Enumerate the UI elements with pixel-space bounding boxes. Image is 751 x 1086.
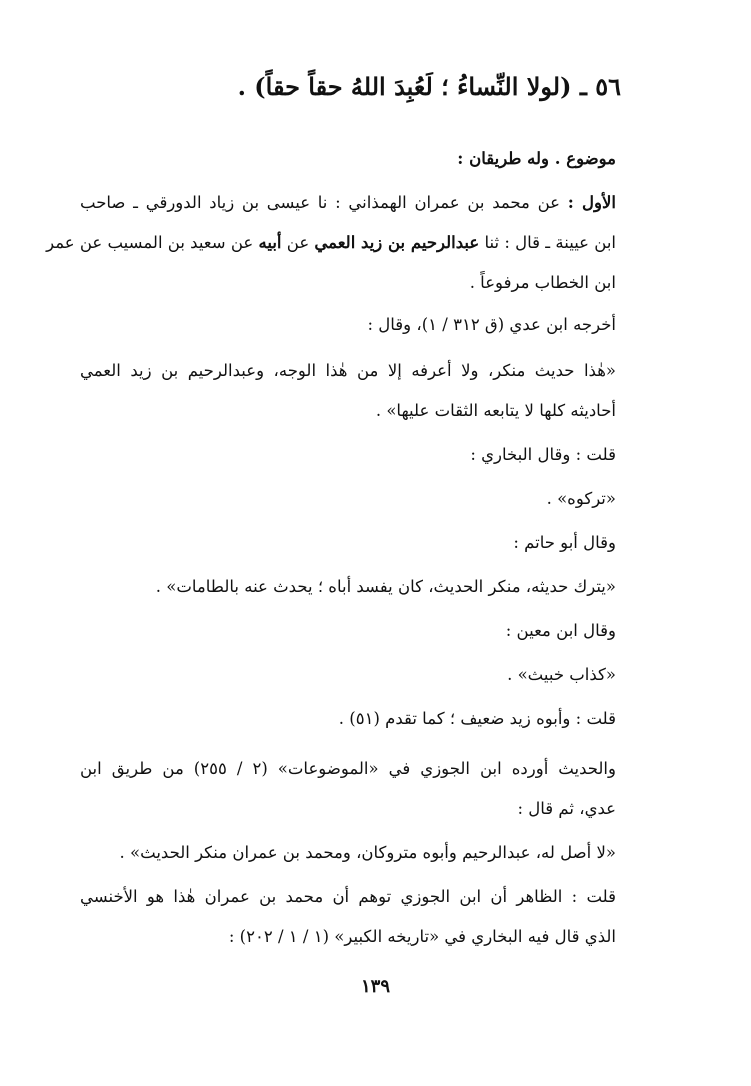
conclusion-line-2: الذي قال فيه البخاري في «تاريخه الكبير» (١ / ١ / ٢٠٢) : (228, 927, 616, 946)
ibn-main-quote-line: «كذاب خبيث» . (507, 665, 616, 684)
first-route-label: الأول : (567, 193, 616, 212)
ibn-main-intro-line: وقال ابن معين : (505, 621, 616, 640)
ibn-jawzi-quote-line: «لا أصل له، عبدالرحيم وأبوه متروكان، ومحمد بن عمران منكر الحديث» . (119, 843, 616, 862)
first-route-line-1 (80, 192, 616, 214)
ibn-adi-quote-line-2: أحاديثه كلها لا يتابعه الثقات عليها» . (375, 401, 616, 420)
father-note-line: قلت : وأبوه زيد ضعيف ؛ كما تقدم (٥١) . (338, 709, 616, 728)
ruling-line (80, 148, 616, 170)
page-number: ١٣٩ (360, 976, 390, 997)
abu-hatim-intro-line: وقال أبو حاتم : (513, 533, 616, 552)
ibn-jawzi-line-2: عدي، ثم قال : (517, 799, 616, 818)
abu-hatim-quote-line: «يترك حديثه، منكر الحديث، كان يفسد أباه ؛ يحدث عنه بالطامات» . (155, 577, 616, 596)
narrator-father: أبيه (258, 233, 282, 252)
chain-text-c: عن (281, 233, 315, 252)
bukhari-quote-line: «تركوه» . (546, 489, 616, 508)
first-route-text: عن محمد بن عمران الهمذاني : نا عيسى بن زياد الدورقي ـ صاحب (80, 193, 568, 212)
narrator-name: عبدالرحيم بن زيد العمي (314, 233, 480, 252)
chain-text-a: ابن عيينة ـ قال : ثنا (479, 233, 616, 252)
ibn-adi-quote-line-1: «هٰذا حديث منكر، ولا أعرفه إلا من هٰذا الوجه، وعبدالرحيم بن زيد العمي (80, 361, 616, 380)
first-route-line-3: ابن الخطاب مرفوعاً . (469, 273, 616, 292)
first-route-line-2 (46, 232, 616, 254)
ibn-jawzi-line-1: والحديث أورده ابن الجوزي في «الموضوعات» (٢ / ٢٥٥) من طريق ابن (80, 759, 616, 778)
ruling-text: موضوع . وله طريقان : (457, 149, 616, 168)
bukhari-intro-line: قلت : وقال البخاري : (470, 445, 616, 464)
conclusion-line-1: قلت : الظاهر أن ابن الجوزي توهم أن محمد بن عمران هٰذا هو الأخنسي (80, 887, 616, 906)
chain-text-e: عن سعيد بن المسيب عن عمر (46, 233, 259, 252)
ibn-adi-source-line: أخرجه ابن عدي (ق ٣١٢ / ١)، وقال : (367, 315, 616, 334)
hadith-title: ٥٦ ـ (لولا النِّساءُ ؛ لَعُبِدَ اللهُ حقاً حقاً) . (237, 72, 621, 101)
